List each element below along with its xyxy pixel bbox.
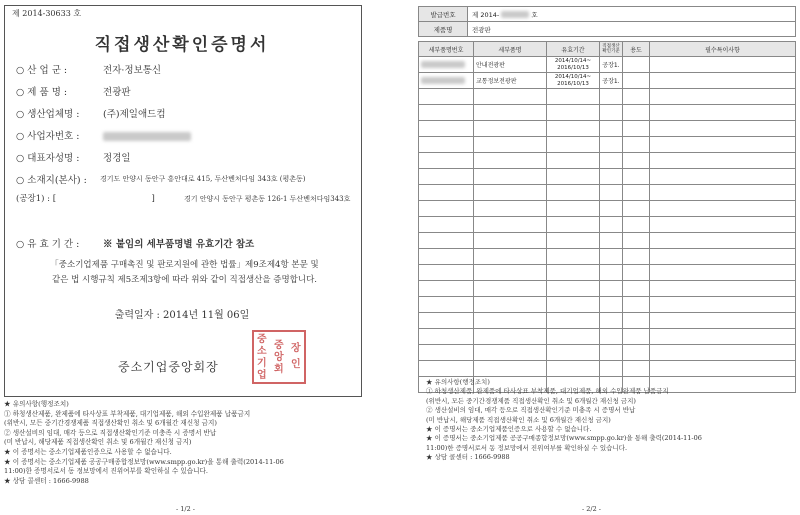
factory-bracket-close: ] <box>151 194 155 204</box>
factory-address: 경기 안양시 동안구 평촌동 126-1 두산벤처다임343호 <box>184 195 351 203</box>
field-label: ○ 사업자번호 : <box>16 131 80 142</box>
page-number: - 2/2 - <box>582 505 601 513</box>
notice-line: ★ 상담 콜센터 : 1666-9988 <box>426 453 510 462</box>
redacted-business-number <box>103 132 191 141</box>
official-seal <box>252 330 306 384</box>
notice-line: ★ 이 증명서는 중소기업제품인증으로 사용할 수 없습니다. <box>4 447 172 456</box>
notice-line: 11:00)한 증명서로서 동 정보망에서 진위여부를 확인하실 수 있습니다. <box>4 467 208 476</box>
notice-line: (미 반납시, 해당제품 직접생산확인 취소 및 6개월간 재신청 금지) <box>4 438 192 447</box>
field-label: ○ 제 품 명 : <box>16 87 68 98</box>
seal-char: 소 <box>257 346 267 357</box>
hq-address: 경기도 안양시 동안구 흥안대로 415, 두산벤처다임 343호 (평촌동) <box>100 175 306 183</box>
field-industry <box>16 62 161 76</box>
empty-row <box>419 153 796 169</box>
production-basis: 공장1. <box>600 73 623 89</box>
column-header: 직접생산확인기준 <box>600 42 623 57</box>
issue-number-suffix: 호 <box>531 10 538 19</box>
issue-number-label: 발급번호 <box>419 7 468 22</box>
detail-product-table <box>418 41 796 393</box>
empty-row <box>419 121 796 137</box>
notice-line: 11:00)한 증명서로서 동 정보망에서 진위여부를 확인하실 수 있습니다. <box>426 443 628 452</box>
empty-row <box>419 105 796 121</box>
issuer-name: 중소기업중앙회장 <box>118 360 219 374</box>
notice-section-page-2 <box>426 378 796 463</box>
notice-line: ② 생산설비의 임대, 매각 등으로 직접생산확인기준 미충족 시 증명서 반납 <box>4 428 217 437</box>
seal-char: 회 <box>274 364 284 375</box>
field-product <box>16 84 131 98</box>
seal-char: 인 <box>291 359 301 370</box>
field-value: 전광판 <box>103 87 131 98</box>
field-validity <box>16 236 254 250</box>
notice-line: ★ 유의사항(행정조치) <box>426 378 490 386</box>
empty-row <box>419 329 796 345</box>
column-header: 세부품명번호 <box>419 42 474 57</box>
table-row <box>419 57 796 73</box>
certification-statement <box>22 258 347 288</box>
empty-row <box>419 265 796 281</box>
detail-number-cell <box>419 57 474 73</box>
notice-line: ★ 이 증명서는 중소기업제품 공공구매종합정보망(www.smpp.go.kr)을 통해 출력(2014-11-06 <box>4 457 284 466</box>
field-value: 전자·정보통신 <box>103 65 162 76</box>
notice-line: ★ 이 증명서는 중소기업제품 공공구매종합정보망(www.smpp.go.kr)을 통해 출력(2014-11-06 <box>426 434 702 443</box>
validity-period: 2014/10/14~ 2016/10/13 <box>547 57 600 73</box>
production-basis: 공장1. <box>600 57 623 73</box>
statement-line: 같은 법 시행규칙 제5조제3항에 따라 위와 같이 직접생산을 증명합니다. <box>51 275 318 285</box>
detail-name: 안내전광판 <box>474 57 547 73</box>
empty-row <box>419 345 796 361</box>
issue-date: 출력일자 : 2014년 11월 06일 <box>114 310 250 321</box>
empty-row <box>419 169 796 185</box>
product-label: 제품명 <box>419 22 468 37</box>
empty-row <box>419 313 796 329</box>
factory-label: (공장1) : [ <box>16 194 57 204</box>
notice-line: ★ 유의사항(행정조치) <box>4 400 69 408</box>
note-cell <box>650 73 796 89</box>
seal-char: 앙 <box>274 352 284 363</box>
notice-line: ★ 상담 콜센터 : 1666-9988 <box>4 476 89 485</box>
document-number: 제 2014-30633 호 <box>12 9 82 18</box>
empty-row <box>419 233 796 249</box>
field-value: 정경일 <box>103 153 131 164</box>
use-cell <box>623 73 650 89</box>
product-value: 전광판 <box>468 22 796 37</box>
seal-char: 기 <box>257 358 267 369</box>
seal-char: 중 <box>257 334 267 345</box>
notice-line: (미 반납시, 해당제품 직접생산확인 취소 및 6개월간 재신청 금지) <box>426 415 611 424</box>
field-label: ○ 소재지(본사) : <box>16 175 87 186</box>
detail-name: 교통정보전광판 <box>474 73 547 89</box>
redacted-detail-number <box>421 77 465 84</box>
field-business-number <box>16 128 191 142</box>
notice-section <box>4 400 360 486</box>
empty-row <box>419 217 796 233</box>
field-label: ○ 대표자성명 : <box>16 153 80 164</box>
validity-value: ※ 붙임의 세부품명별 유효기간 참조 <box>103 239 255 250</box>
statement-line: 「중소기업제품 구매촉진 및 판로지원에 관한 법률」제9조제4항 본문 및 <box>50 260 319 270</box>
field-address <box>16 172 100 186</box>
column-header: 세부품명 <box>474 42 547 57</box>
field-company <box>16 106 166 120</box>
notice-line: (위반시, 모든 중기간경쟁제품 직접생산확인 취소 및 6개월간 재신청 금지) <box>4 419 217 428</box>
validity-period: 2014/10/14~ 2016/10/13 <box>547 73 600 89</box>
field-label: ○ 유 효 기 간 : <box>16 239 80 250</box>
notice-line: ① 하청생산제품, 완제품에 타사상표 부착제품, 대기업제품, 해외 수입완제품 납품금지 <box>426 387 669 396</box>
empty-row <box>419 137 796 153</box>
column-header: 유효기간 <box>547 42 600 57</box>
empty-row <box>419 249 796 265</box>
notice-line: ② 생산설비의 임대, 매각 등으로 직접생산확인기준 미충족 시 증명서 반납 <box>426 406 636 415</box>
factory-row <box>16 192 155 204</box>
notice-line: ① 하청생산제품, 완제품에 타사상표 부착제품, 대기업제품, 해외 수입완제품 납품금지 <box>4 409 251 418</box>
header-table <box>418 6 796 37</box>
field-ceo <box>16 150 131 164</box>
empty-row <box>419 297 796 313</box>
certificate-title: 직접생산확인증명서 <box>94 35 270 55</box>
column-header: 용도 <box>623 42 650 57</box>
seal-char: 장 <box>291 343 301 354</box>
column-header: 필수특이사항 <box>650 42 796 57</box>
table-row <box>419 73 796 89</box>
empty-row <box>419 281 796 297</box>
note-cell <box>650 57 796 73</box>
seal-char: 중 <box>274 340 284 351</box>
redacted-issue-number <box>501 11 529 18</box>
use-cell <box>623 57 650 73</box>
field-label: ○ 생산업체명 : <box>16 109 80 120</box>
empty-row <box>419 185 796 201</box>
field-label: ○ 산 업 군 : <box>16 65 68 76</box>
seal-char: 업 <box>257 370 267 381</box>
issue-number-value: 제 2014- <box>472 10 500 19</box>
notice-line: (위반시, 모든 중기간경쟁제품 직접생산확인 취소 및 6개월간 재신청 금지) <box>426 396 636 405</box>
issue-number-cell <box>468 7 796 22</box>
redacted-detail-number <box>421 61 465 68</box>
detail-number-cell <box>419 73 474 89</box>
empty-row <box>419 89 796 105</box>
empty-row <box>419 361 796 377</box>
empty-row <box>419 201 796 217</box>
notice-line: ★ 이 증명서는 중소기업제품인증으로 사용할 수 없습니다. <box>426 425 592 434</box>
page-number: - 1/2 - <box>176 505 195 513</box>
table-header-row <box>419 42 796 57</box>
field-value: (주)제일애드컴 <box>103 109 166 120</box>
